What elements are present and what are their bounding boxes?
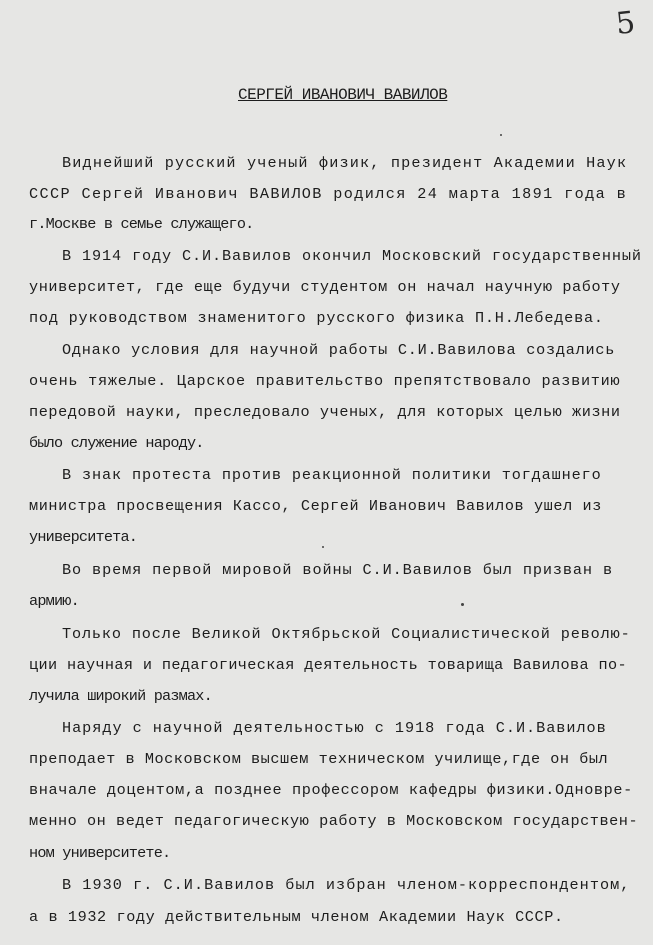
text-line: В 1930 г. С.И.Вавилов был избран членом-корреспондентом,: [62, 876, 631, 894]
text-line: университет, где еще будучи студентом он начал научную работу: [29, 278, 621, 296]
text-line: ном университете.: [29, 844, 171, 862]
text-line: Во время первой мировой войны С.И.Вавилов был призван в: [62, 561, 613, 579]
text-line: СССР Сергей Иванович ВАВИЛОВ родился 24 марта 1891 года в: [29, 185, 628, 203]
ink-speck: [500, 134, 502, 136]
text-line: Однако условия для научной работы С.И.Вавилова создались: [62, 341, 616, 359]
document-title: СЕРГЕЙ ИВАНОВИЧ ВАВИЛОВ: [238, 86, 448, 104]
ink-speck: [322, 546, 324, 548]
text-line: очень тяжелые. Царское правительство препятствовало развитию: [29, 372, 621, 390]
text-line: под руководством знаменитого русского физика П.Н.Лебедева.: [29, 309, 604, 327]
ink-speck: [461, 603, 464, 606]
text-line: Только после Великой Октябрьской Социалистической револю-: [62, 625, 631, 643]
text-line: преподает в Московском высшем техническом училище,где он был: [29, 750, 609, 768]
text-line: Наряду с научной деятельностью с 1918 года С.И.Вавилов: [62, 719, 607, 737]
text-line: университета.: [29, 528, 138, 546]
text-line: было служение народу.: [29, 434, 204, 452]
text-line: ции научная и педагогическая деятельность товарища Вавилова по-: [29, 656, 627, 674]
text-line: передовой науки, преследовало ученых, для которых целью жизни: [29, 403, 621, 421]
text-line: В знак протеста против реакционной политики тогдашнего: [62, 466, 602, 484]
text-line: армию.: [29, 592, 79, 610]
text-line: г.Москве в семье служащего.: [29, 215, 254, 233]
text-line: лучила широкий размах.: [29, 687, 212, 705]
text-line: вначале доцентом,а позднее профессором кафедры физики.Одновре-: [29, 781, 633, 799]
text-line: а в 1932 году действительным членом Академии Наук СССР.: [29, 908, 564, 926]
text-line: менно он ведет педагогическую работу в Московском государствен-: [29, 812, 639, 830]
page-number: 5: [614, 5, 637, 42]
text-line: В 1914 году С.И.Вавилов окончил Московский государственный: [62, 247, 642, 265]
text-line: министра просвещения Кассо, Сергей Иванович Вавилов ушел из: [29, 497, 602, 515]
text-line: Виднейший русский ученый физик, президент Академии Наук: [62, 154, 628, 172]
